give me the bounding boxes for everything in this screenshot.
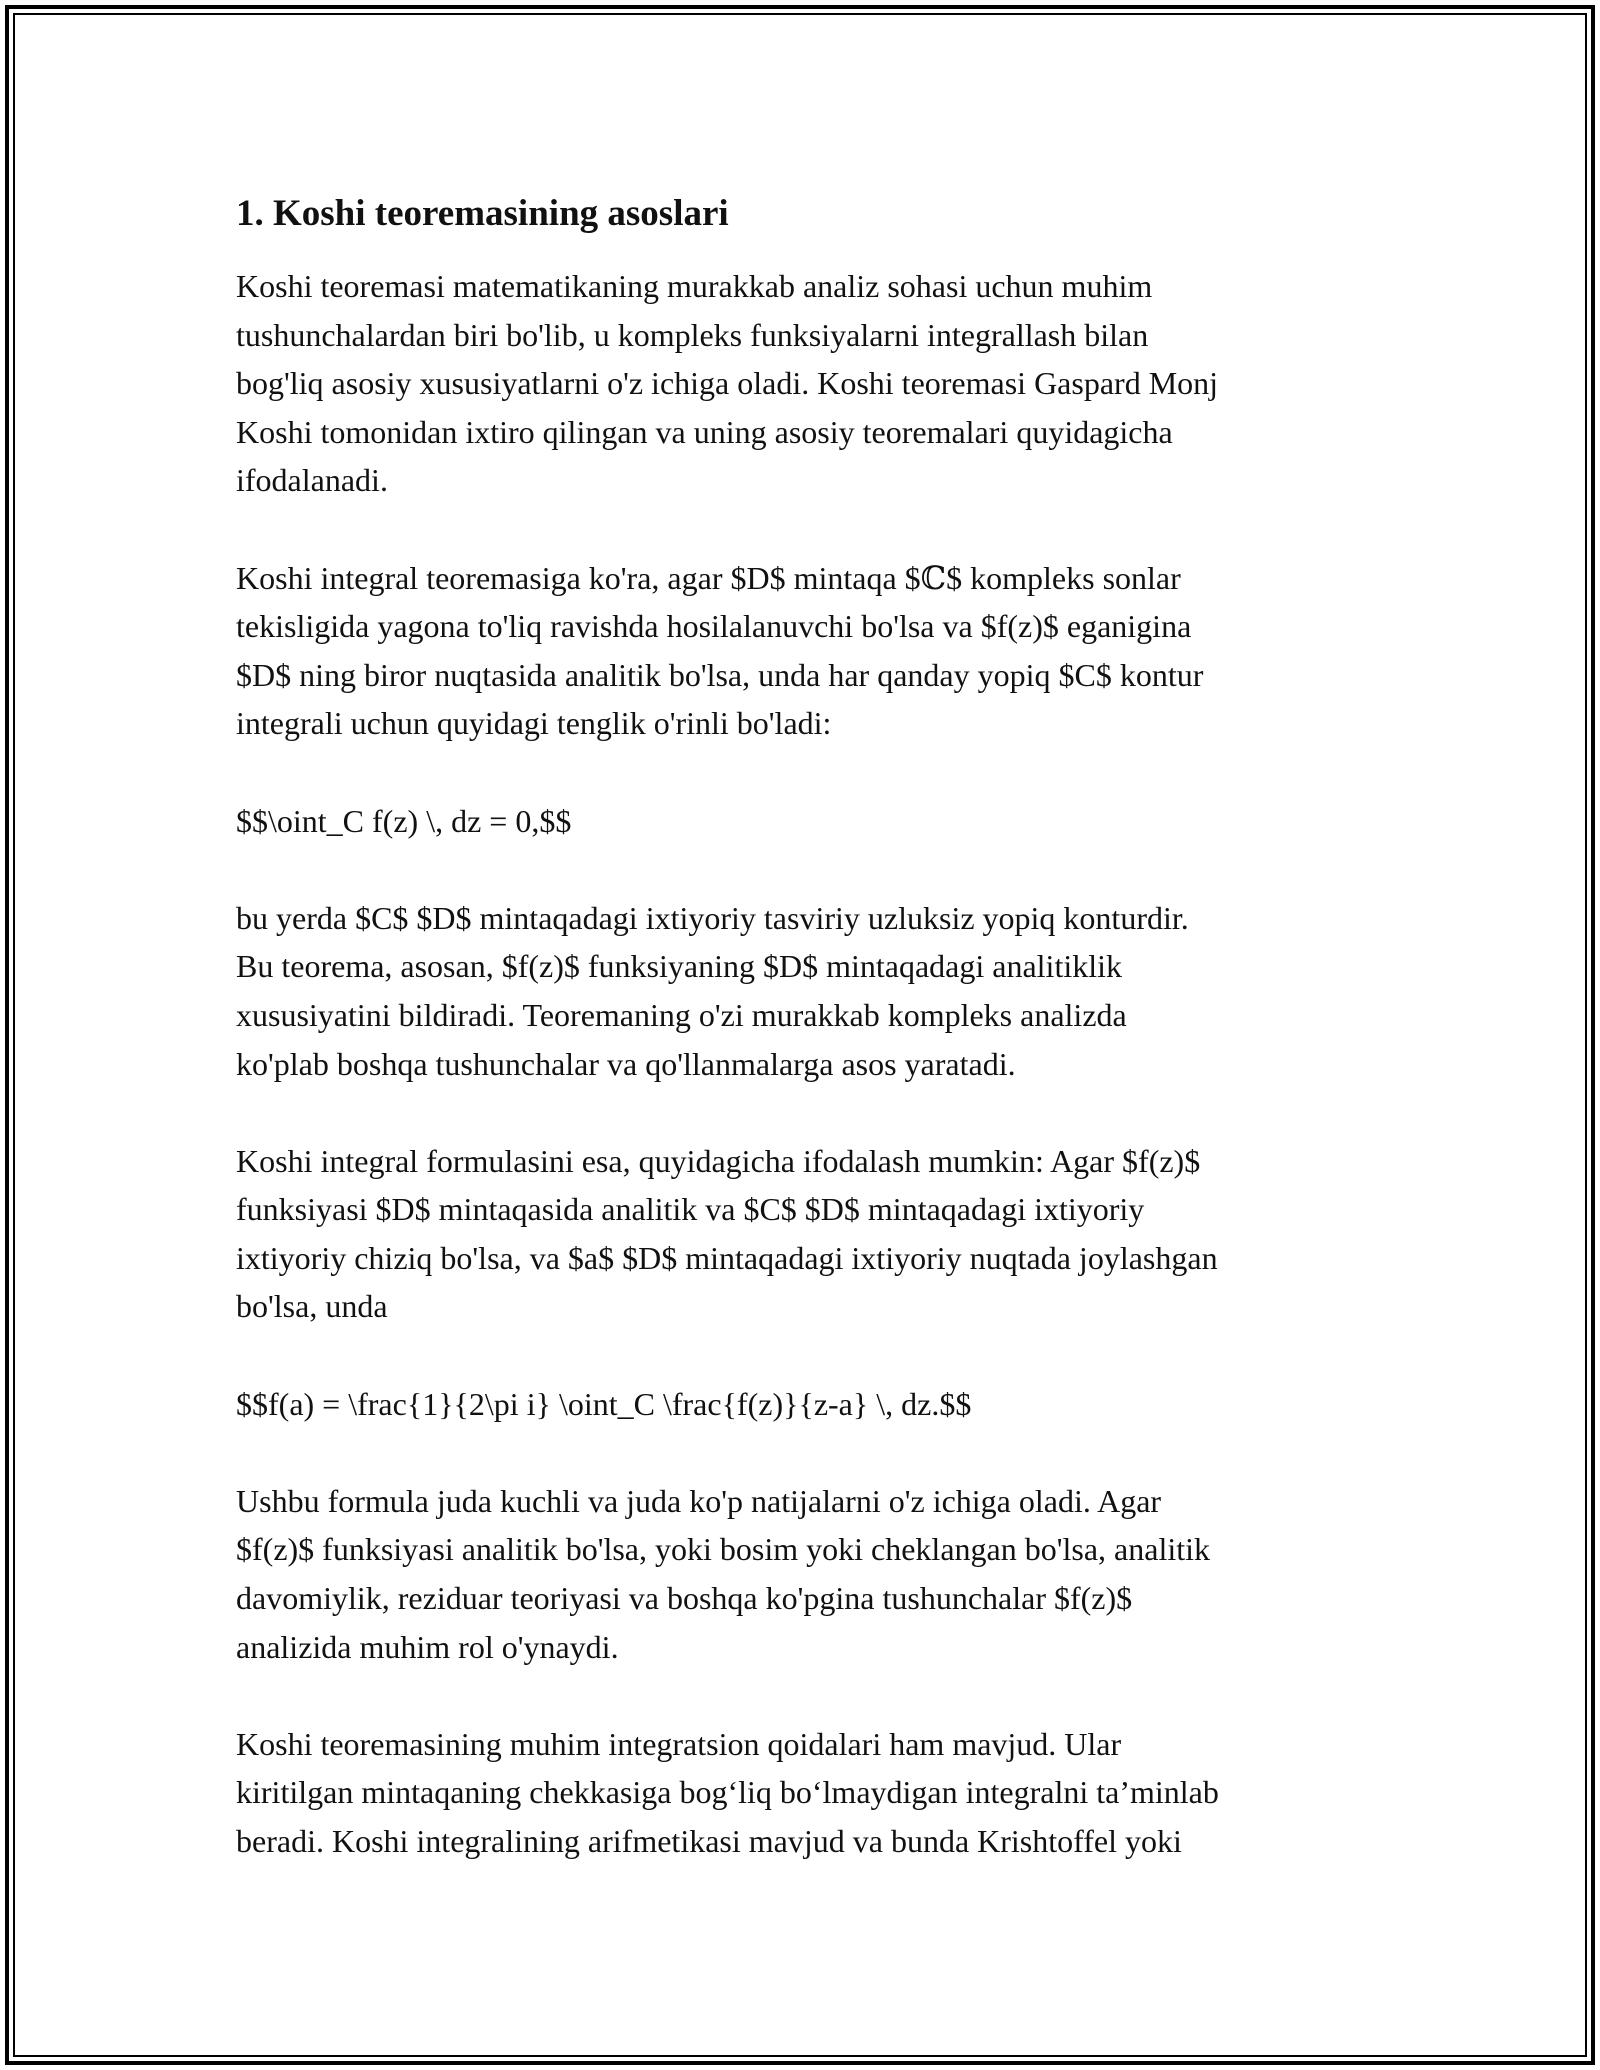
text-line: Koshi integral formulasini esa, quyidagicha ifodalash mumkin: Agar $f(z)$	[236, 1142, 1201, 1179]
text-line: bo'lsa, unda	[236, 1288, 388, 1325]
paragraph-gap	[236, 1331, 1386, 1380]
text-line: analizida muhim rol o'ynaydi.	[236, 1628, 619, 1665]
paragraph-gap	[236, 748, 1386, 797]
text-line: $D$ ning biror nuqtasida analitik bo'lsa, unda har qanday yopiq $C$ kontur	[236, 656, 1204, 693]
text-line: tekisligida yagona to'liq ravishda hosilalanuvchi bo'lsa va $f(z)$ eganigina	[236, 608, 1192, 645]
paragraph	[236, 1477, 1386, 1671]
section-heading: 1. Koshi teoremasining asoslari	[236, 193, 729, 234]
text-line: Koshi integral teoremasiga ko'ra, agar $D$ mintaqa $ℂ$ kompleks sonlar	[236, 559, 1181, 596]
text-line: ifodalanadi.	[236, 462, 388, 499]
text-line: davomiylik, reziduar teoriyasi va boshqa ko'pgina tushunchalar $f(z)$	[236, 1580, 1133, 1617]
paragraph	[236, 554, 1386, 748]
paragraph-gap	[236, 505, 1386, 554]
text-line: Koshi tomonidan ixtiro qilingan va uning asosiy teoremalari quyidagicha	[236, 413, 1173, 450]
text-line: tushunchalardan biri bo'lib, u kompleks funksiyalarni integrallash bilan	[236, 316, 1149, 353]
paragraph	[236, 797, 1386, 846]
text-line: ixtiyoriy chiziq bo'lsa, va $a$ $D$ mintaqadagi ixtiyoriy nuqtada joylashgan	[236, 1239, 1218, 1276]
paragraph	[236, 1137, 1386, 1331]
paragraph-gap	[236, 845, 1386, 894]
paragraph-gap	[236, 1671, 1386, 1720]
text-line: $$f(a) = \frac{1}{2\pi i} \oint_C \frac{f(z)}{z-a} \, dz.$$	[236, 1385, 972, 1422]
text-line: ko'plab boshqa tushunchalar va qo'llanmalarga asos yaratadi.	[236, 1045, 1016, 1082]
text-line: Ushbu formula juda kuchli va juda ko'p natijalarni o'z ichiga oladi. Agar	[236, 1482, 1162, 1519]
text-line: integrali uchun quyidagi tenglik o'rinli bo'ladi:	[236, 705, 832, 742]
paragraph	[236, 1720, 1386, 1866]
paragraph-list	[236, 262, 1386, 1866]
text-line: kiritilgan mintaqaning chekkasiga bog‘liq bo‘lmaydigan integralni ta’minlab	[236, 1774, 1219, 1811]
text-line: funksiyasi $D$ mintaqasida analitik va $C$ $D$ mintaqadagi ixtiyoriy	[236, 1191, 1145, 1228]
text-line: Koshi teoremasining muhim integratsion qoidalari ham mavjud. Ular	[236, 1725, 1122, 1762]
text-line: bu yerda $C$ $D$ mintaqadagi ixtiyoriy tasviriy uzluksiz yopiq konturdir.	[236, 899, 1189, 936]
document-body	[236, 186, 1386, 1866]
paragraph	[236, 894, 1386, 1088]
text-line: $f(z)$ funksiyasi analitik bo'lsa, yoki bosim yoki cheklangan bo'lsa, analitik	[236, 1531, 1210, 1568]
text-line: $$\oint_C f(z) \, dz = 0,$$	[236, 802, 572, 839]
text-line: bog'liq asosiy xususiyatlarni o'z ichiga oladi. Koshi teoremasi Gaspard Monj	[236, 365, 1219, 402]
paragraph-gap	[236, 1088, 1386, 1137]
paragraph	[236, 1380, 1386, 1429]
text-line: beradi. Koshi integralining arifmetikasi mavjud va bunda Krishtoffel yoki	[236, 1823, 1182, 1859]
text-line: Bu teorema, asosan, $f(z)$ funksiyaning $D$ mintaqadagi analitiklik	[236, 948, 1122, 985]
paragraph	[236, 262, 1386, 505]
text-line: Koshi teoremasi matematikaning murakkab analiz sohasi uchun muhim	[236, 268, 1153, 304]
text-line: xususiyatini bildiradi. Teoremaning o'zi murakkab kompleks analizda	[236, 996, 1127, 1033]
paragraph-gap	[236, 1428, 1386, 1477]
